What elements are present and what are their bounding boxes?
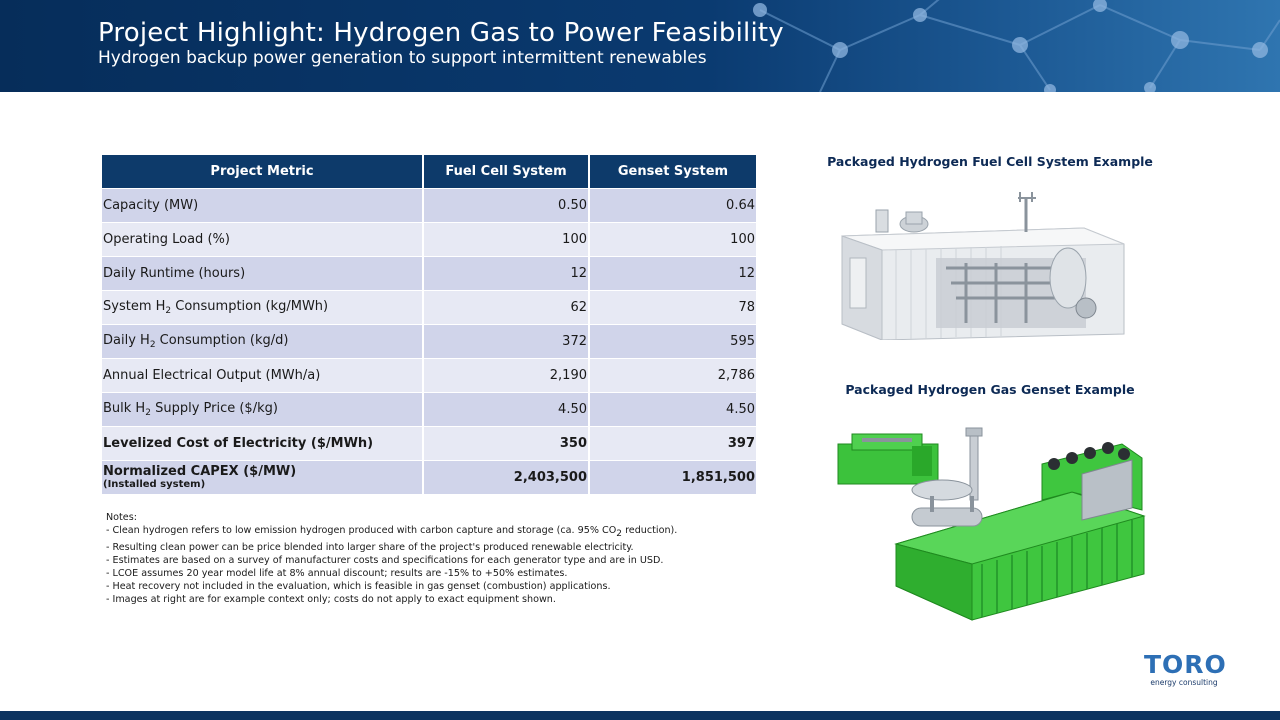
notes-heading: Notes: — [106, 512, 137, 523]
metric-label: Bulk $H_2$ Supply Price ($/kg) — [102, 392, 423, 426]
genset-value: 595 — [589, 324, 756, 358]
metric-label: Operating Load (%) — [102, 222, 423, 256]
metric-label: Daily Runtime (hours) — [102, 256, 423, 290]
metric-label: Daily $H_2$ Consumption (kg/d) — [102, 324, 423, 358]
page-title: Project Highlight: Hydrogen Gas to Power Feasibility — [98, 18, 784, 48]
header-banner — [0, 0, 1280, 92]
table-row — [102, 222, 756, 256]
footer-bar — [0, 711, 1280, 720]
logo-wordmark: TORO — [1144, 650, 1227, 679]
fuel-cell-value: 2,403,500 — [423, 460, 589, 494]
fuel-cell-value: 100 — [423, 222, 589, 256]
table-row — [102, 460, 756, 494]
genset-value: 397 — [589, 426, 756, 460]
genset-value: 4.50 — [589, 392, 756, 426]
metric-note: (Installed system) — [103, 479, 206, 491]
note-item: - LCOE assumes 20 year model life at 8% annual discount; results are -15% to +50% estimates. — [106, 568, 568, 579]
table-row — [102, 188, 756, 222]
fuel-cell-value: 4.50 — [423, 392, 589, 426]
metric-label: System $H_2$ Consumption (kg/MWh) — [102, 290, 423, 324]
table-header-row — [102, 155, 756, 188]
table-row — [102, 256, 756, 290]
fuel-cell-value: 350 — [423, 426, 589, 460]
metric-label: Capacity (MW) — [102, 188, 423, 222]
table-row — [102, 290, 756, 324]
fuel-cell-system-image — [836, 188, 1128, 340]
genset-value: 12 — [589, 256, 756, 290]
metric-label: Annual Electrical Output (MWh/a) — [102, 358, 423, 392]
fuel-cell-value: 372 — [423, 324, 589, 358]
metric-label: Normalized CAPEX ($/MW) (Installed system) — [102, 460, 423, 494]
table-row — [102, 392, 756, 426]
note-item: - Images at right are for example context only; costs do not apply to exact equipment shown. — [106, 594, 556, 605]
fuel-cell-value: 12 — [423, 256, 589, 290]
genset-value: 2,786 — [589, 358, 756, 392]
note-item: - Resulting clean power can be price blended into larger share of the project's produced renewable electricity. — [106, 542, 634, 553]
metrics-table — [102, 155, 756, 494]
table-row — [102, 358, 756, 392]
network-pattern-graphic — [720, 0, 1280, 92]
column-header-metric: Project Metric — [102, 155, 423, 188]
page-subtitle: Hydrogen backup power generation to support intermittent renewables — [98, 48, 707, 68]
fuel-cell-value: 0.50 — [423, 188, 589, 222]
genset-value: 1,851,500 — [589, 460, 756, 494]
fuel-cell-value: 62 — [423, 290, 589, 324]
company-logo — [1144, 650, 1227, 687]
fuel-cell-value: 2,190 — [423, 358, 589, 392]
genset-image-caption: Packaged Hydrogen Gas Genset Example — [845, 382, 1135, 397]
table-row — [102, 426, 756, 460]
genset-value: 100 — [589, 222, 756, 256]
column-header-genset: Genset System — [589, 155, 756, 188]
logo-tagline: energy consulting — [1150, 678, 1218, 687]
note-item: - Clean hydrogen refers to low emission hydrogen produced with carbon capture and storage (ca. 95% $CO_2$ reduction). — [106, 525, 678, 539]
column-header-fuel-cell: Fuel Cell System — [423, 155, 589, 188]
table-row — [102, 324, 756, 358]
genset-value: 78 — [589, 290, 756, 324]
note-item: - Estimates are based on a survey of manufacturer costs and specifications for each generator type and are in USD. — [106, 555, 664, 566]
fuel-cell-image-caption: Packaged Hydrogen Fuel Cell System Example — [827, 154, 1153, 169]
notes-block — [106, 511, 766, 606]
genset-system-image — [832, 424, 1152, 624]
metric-label: Levelized Cost of Electricity ($/MWh) — [102, 426, 423, 460]
genset-value: 0.64 — [589, 188, 756, 222]
note-item: - Heat recovery not included in the evaluation, which is feasible in gas genset (combustion) applications. — [106, 581, 611, 592]
